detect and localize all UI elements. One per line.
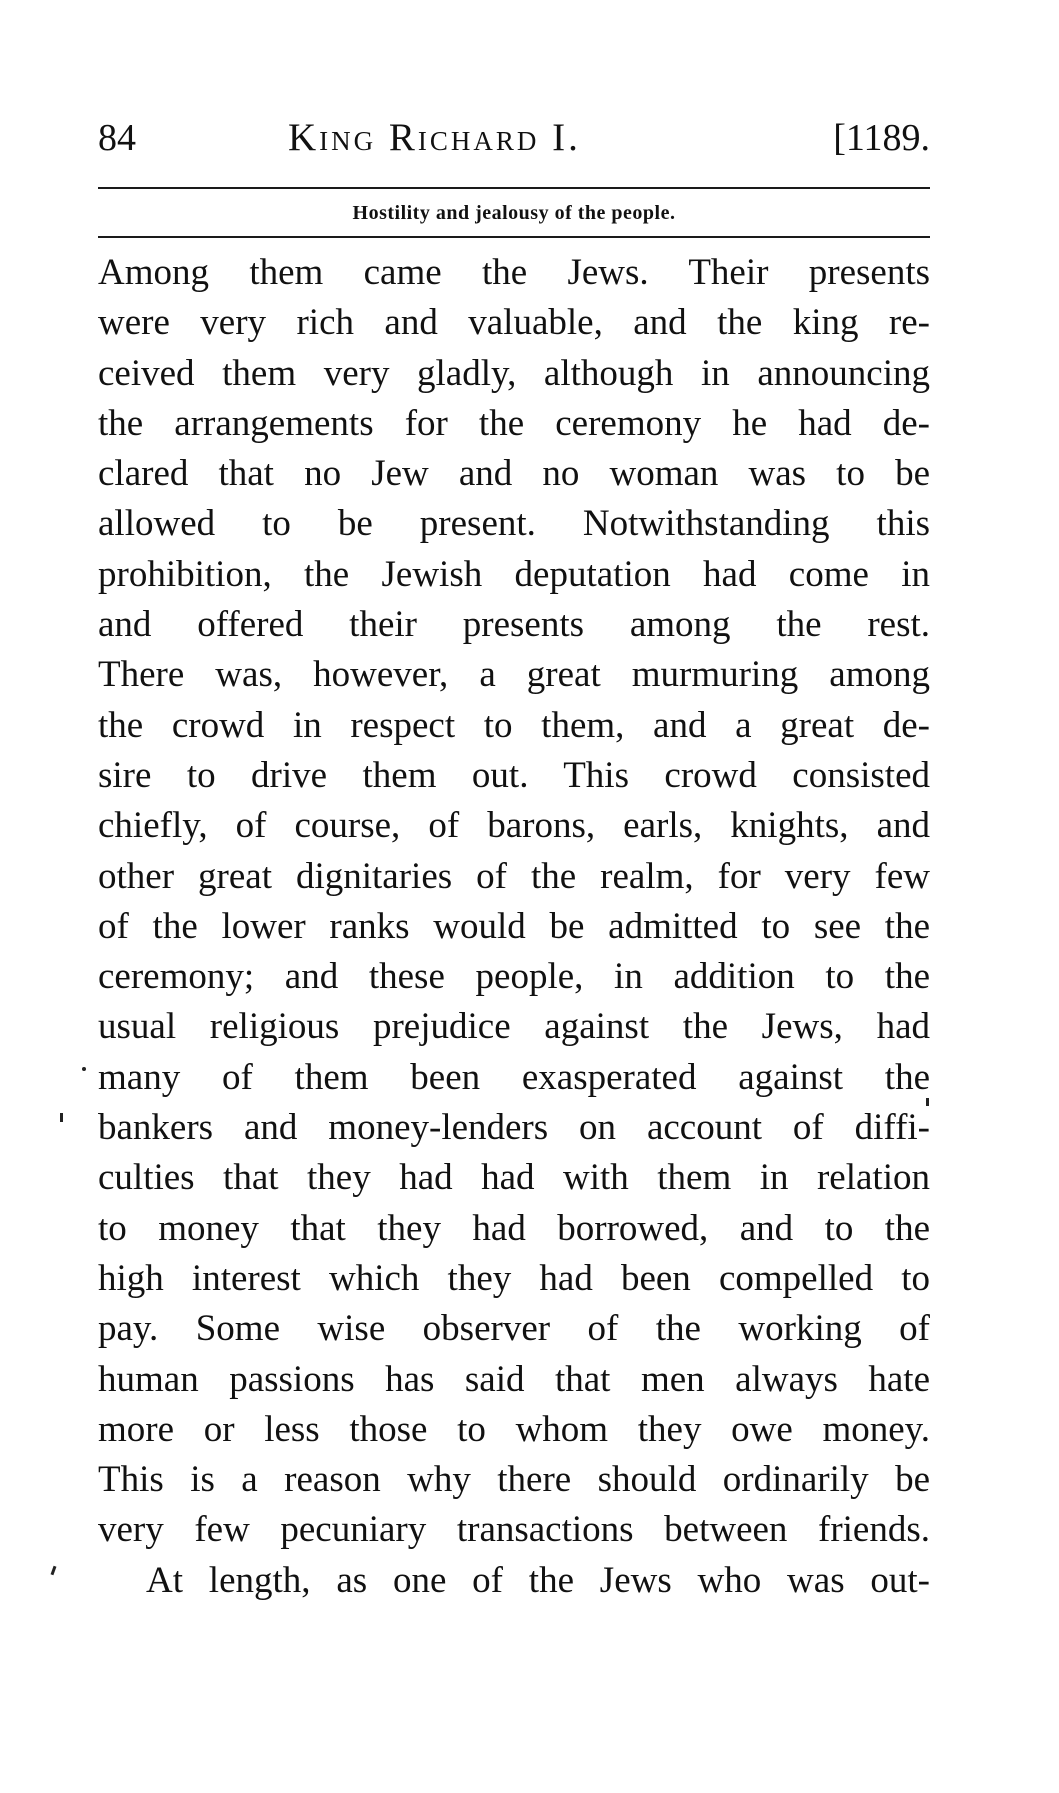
header-rule-bottom: [98, 236, 930, 238]
text-line: prohibition, the Jewish deputation had come in: [98, 553, 930, 595]
running-head: [98, 112, 930, 174]
text-line: At length, as one of the Jews who was out-: [146, 1559, 930, 1601]
text-line: high interest which they had been compelled to: [98, 1257, 930, 1299]
text-line: clared that no Jew and no woman was to be: [98, 453, 930, 495]
text-line: ceremony; and these people, in addition to the: [98, 956, 930, 998]
text-line: many of them been exasperated against the: [98, 1056, 930, 1098]
text-line: of the lower ranks would be admitted to see the: [98, 905, 930, 947]
print-speck: [926, 1098, 929, 1106]
text-line: the arrangements for the ceremony he had de-: [98, 402, 930, 444]
print-speck: [82, 1067, 86, 1071]
running-head-year: [1189.: [833, 117, 930, 159]
print-speck: [60, 1113, 63, 1122]
text-line: pay. Some wise observer of the working of: [98, 1308, 930, 1350]
body-text: [98, 248, 930, 1606]
text-line: the crowd in respect to them, and a great de-: [98, 704, 930, 746]
header-rule-top: [98, 187, 930, 189]
text-line: Among them came the Jews. Their presents: [98, 252, 930, 293]
text-line: and offered their presents among the rest.: [98, 604, 930, 646]
text-line: chiefly, of course, of barons, earls, knights, and: [98, 805, 930, 847]
side-note: Hostility and jealousy of the people.: [352, 202, 676, 224]
text-line: very few pecuniary transactions between friends.: [98, 1509, 930, 1551]
text-line: bankers and money-lenders on account of diffi-: [98, 1107, 930, 1149]
text-line: were very rich and valuable, and the king re-: [98, 302, 930, 344]
text-line: sire to drive them out. This crowd consisted: [98, 754, 930, 796]
print-speck: [51, 1566, 57, 1575]
text-line: This is a reason why there should ordinarily be: [98, 1459, 930, 1501]
text-line: culties that they had had with them in relation: [98, 1157, 930, 1199]
text-line: usual religious prejudice against the Jews, had: [98, 1006, 930, 1048]
book-title: King Richard I.: [288, 116, 581, 159]
text-line: to money that they had borrowed, and to the: [98, 1207, 930, 1249]
text-line: ceived them very gladly, although in announcing: [98, 352, 930, 394]
text-line: human passions has said that men always hate: [98, 1358, 930, 1400]
page-number: 84: [98, 117, 136, 159]
text-line: more or less those to whom they owe money.: [98, 1408, 930, 1450]
text-line: allowed to be present. Notwithstanding this: [98, 503, 930, 545]
text-line: There was, however, a great murmuring among: [98, 654, 930, 696]
text-line: other great dignitaries of the realm, for very few: [98, 855, 930, 897]
